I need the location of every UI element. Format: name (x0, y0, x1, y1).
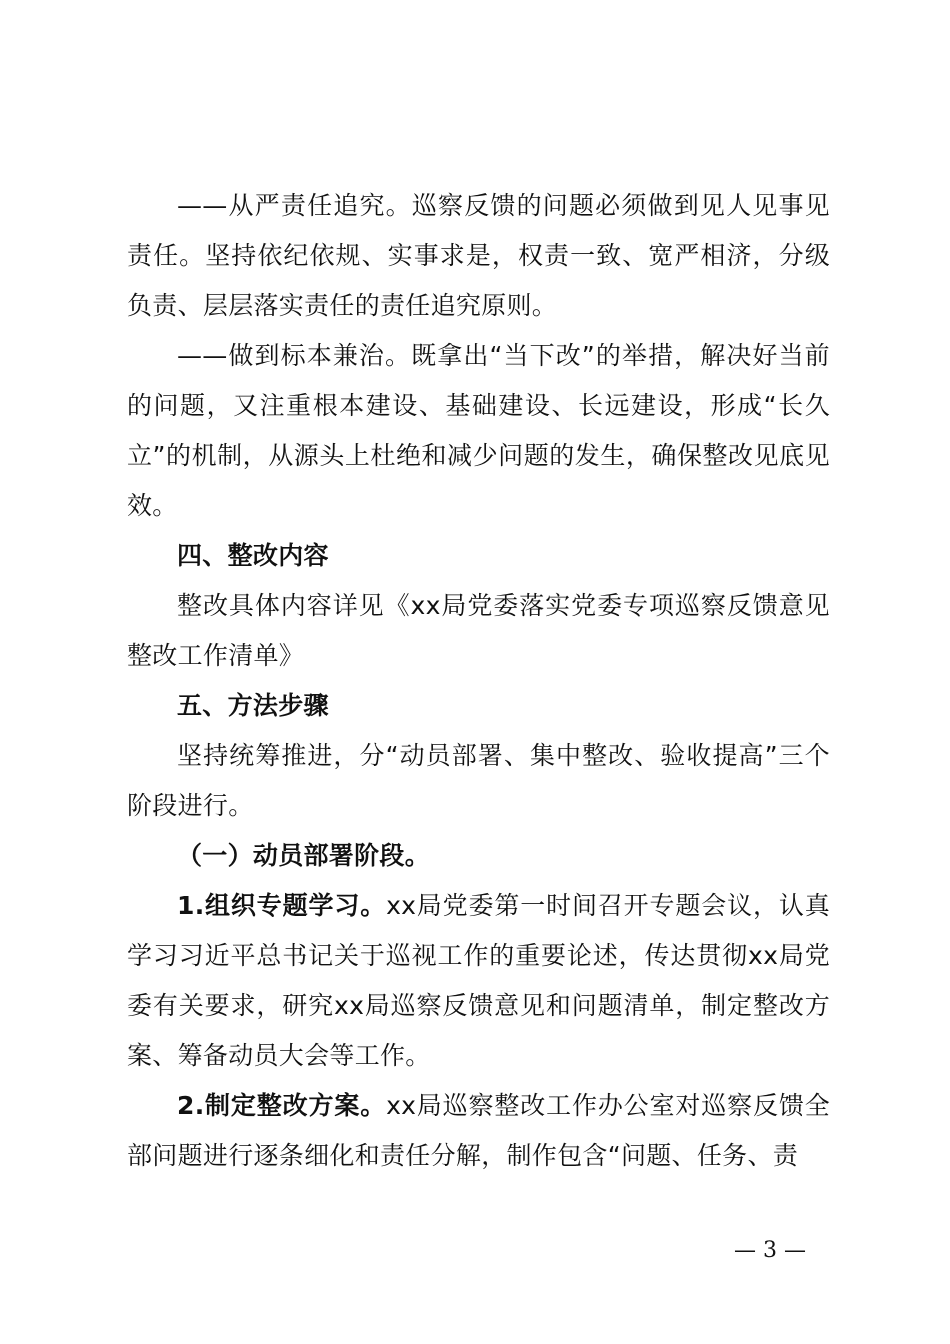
item-2-lead: 2.制定整改方案。 (177, 1091, 387, 1120)
item-1-text: xx局党委第一时间召开专题会议，认真学习习近平总书记关于巡视工作的重要论述，传达贯彻xx局党委有关要求，研究xx局巡察反馈意见和问题清单，制定整改方案、筹备动员大会等工作。 (127, 891, 830, 1070)
page-number: — 3 — (734, 1238, 806, 1263)
paragraph-item-1 (127, 881, 830, 1081)
paragraph-root-and-symptom: ——做到标本兼治。既拿出“当下改”的举措，解决好当前的问题，又注重根本建设、基础建设、长远建设，形成“长久立”的机制，从源头上杜绝和减少问题的发生，确保整改见底见效。 (127, 341, 830, 520)
section-heading-rectification-content: 四、整改内容 (177, 541, 329, 570)
section-heading-method-steps: 五、方法步骤 (177, 691, 329, 720)
subheading-mobilization-stage: （一）动员部署阶段。 (177, 841, 431, 870)
paragraph-strict-accountability: ——从严责任追究。巡察反馈的问题必须做到见人见事见责任。坚持依纪依规、实事求是，权责一致、宽严相济，分级负责、层层落实责任的责任追究原则。 (127, 191, 830, 320)
item-1-lead: 1.组织专题学习。 (177, 891, 387, 920)
paragraph-rectification-list: 整改具体内容详见《xx局党委落实党委专项巡察反馈意见整改工作清单》 (127, 591, 830, 670)
document-body (127, 181, 830, 1181)
paragraph-item-2 (127, 1081, 830, 1181)
paragraph-three-stages: 坚持统筹推进，分“动员部署、集中整改、验收提高”三个阶段进行。 (127, 741, 830, 820)
item-2-text: xx局巡察整改工作办公室对巡察反馈全部问题进行逐条细化和责任分解，制作包含“问题、任务、责 (127, 1091, 830, 1170)
